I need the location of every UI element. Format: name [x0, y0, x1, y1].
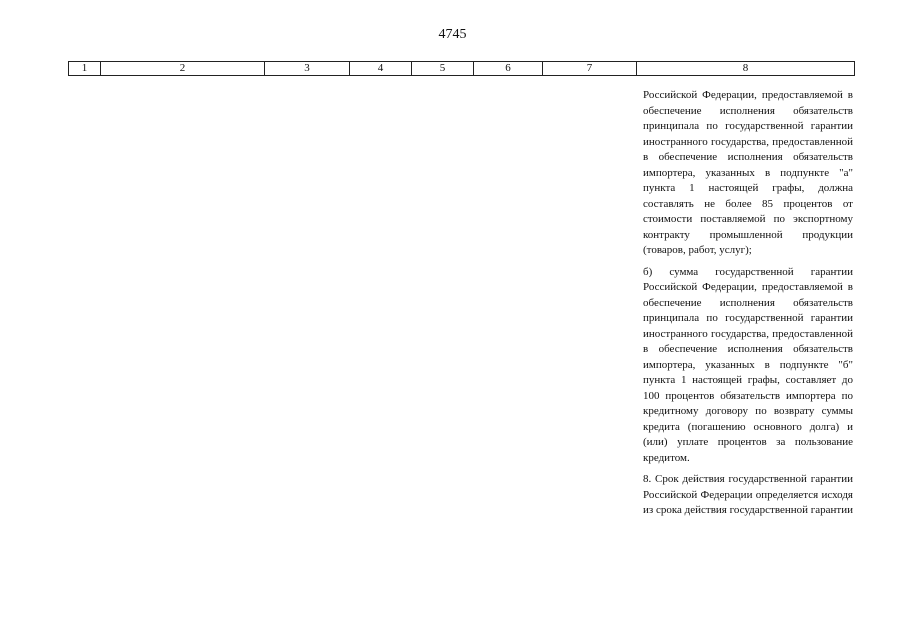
column-header-6: 6	[474, 62, 543, 76]
column-header-8: 8	[637, 62, 855, 76]
column-header-5: 5	[412, 62, 474, 76]
column-number-header	[68, 61, 855, 76]
column-8-text	[643, 88, 853, 525]
page-number: 4745	[438, 27, 467, 42]
paragraph: 8. Срок действия государственной гарантии Российской Федерации определяется исходя из срока действия государственной гарантии	[643, 473, 854, 516]
column-header-7: 7	[543, 62, 637, 76]
column-header-3: 3	[265, 62, 350, 76]
column-header-4: 4	[350, 62, 412, 76]
paragraph: Российской Федерации, предоставляемой в обеспечение исполнения обязательств принципала по государственной гарантии иностранного государства, предоставленной в обеспечение исполнения обязательств импортера, указанных в подпункте "а" пункта 1 настоящей графы, должна составлять не более 85 процентов от стоимости поставляемой по экспортному контракту промышленной продукции (товаров, работ, услуг);	[643, 89, 853, 256]
paragraph: б) сумма государственной гарантии Российской Федерации, предоставляемой в обеспечение исполнения обязательств принципала по государственной гарантии иностранного государства, предоставленной в обеспечение исполнения обязательств импортера, указанных в подпункте "б" пункта 1 настоящей графы, составляет до 100 процентов обязательств импортера по кредитному договору по возврату суммы кредита (погашению основного долга) и (или) уплате процентов за пользование кредитом.	[643, 265, 853, 464]
column-header-1: 1	[69, 62, 101, 76]
column-header-2: 2	[101, 62, 265, 76]
